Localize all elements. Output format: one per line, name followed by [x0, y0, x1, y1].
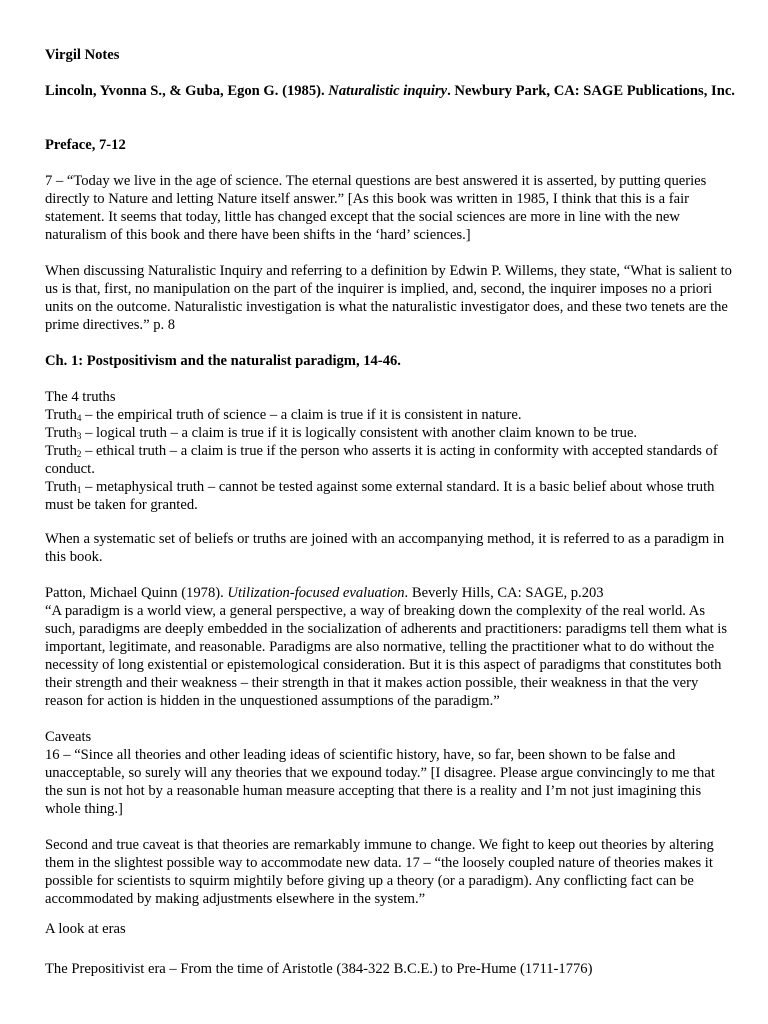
preface-paragraph-2: When discussing Naturalistic Inquiry and referring to a definition by Edwin P. Willems, they state, “What is salient to us is that, first, no manipulation on the part of the inquirer is implied, and, second, the inquirer imposes no a priori units on the outcome. Naturalistic investigation is what the naturalistic investigator does, and these two tenets are the prime directives.” p. 8 [45, 263, 732, 333]
truth-item: Truth$_1$ – metaphysical truth – cannot be tested against some external standard. It is a basic belief about whose truth must be taken for granted. [45, 479, 715, 513]
eras-heading: A look at eras [45, 921, 126, 937]
prepositivist-era: The Prepositivist era – From the time of Aristotle (384-322 B.C.E.) to Pre-Hume (1711-1776) [45, 961, 593, 977]
citation-book-title: Naturalistic inquiry [328, 83, 448, 99]
preface-heading: Preface, 7-12 [45, 137, 126, 153]
paradigm-paragraph: When a systematic set of beliefs or truths are joined with an accompanying method, it is referred to as a paradigm in this book. [45, 531, 725, 565]
chapter-1-heading: Ch. 1: Postpositivism and the naturalist paradigm, 14-46. [45, 353, 401, 369]
truth-item: Truth$_3$ – logical truth – a claim is true if it is logically consistent with another claim known to be true. [45, 425, 638, 441]
truths-heading: The 4 truths [45, 389, 116, 405]
book-citation [45, 82, 735, 100]
citation-authors: Lincoln, Yvonna S., & Guba, Egon G. (1985). [45, 83, 329, 99]
truth-item: Truth$_4$ – the empirical truth of science – a claim is true if it is consistent in nature. [45, 407, 522, 423]
preface-paragraph-1: 7 – “Today we live in the age of science. The eternal questions are best answered it is asserted, by putting queries directly to Nature and letting Nature itself answer.” [As this book was written in 1985, I think that this is a fair statement. It seems that today, little has changed except that the social sciences are more in line with the new naturalism of this book and there have been shifts in the ‘hard’ sciences.] [45, 173, 707, 243]
patton-book-title: Utilization-focused evaluation [227, 585, 405, 601]
patton-citation: Patton, Michael Quinn (1978). Utilization-focused evaluation. Beverly Hills, CA: SAGE, p.203 [45, 585, 604, 601]
citation-publisher: . Newbury Park, CA: SAGE Publications, Inc. [447, 83, 735, 99]
truth-item: Truth$_2$ – ethical truth – a claim is true if the person who asserts it is acting in conformity with accepted standards of conduct. [45, 443, 718, 477]
caveats-heading: Caveats [45, 729, 92, 745]
patton-section [45, 584, 735, 710]
caveats-section [45, 728, 735, 818]
document-title: Virgil Notes [45, 47, 120, 63]
truths-list [45, 388, 735, 514]
caveat-paragraph-1: 16 – “Since all theories and other leading ideas of scientific history, have, so far, been shown to be false and unacceptable, so surely will any theories that we expound today.” [I disagree. Please argue convincingly to me that the sun is not hot by a reasonable human measure accepting that there is a reality and I’m not just imagining this whole thing.] [45, 747, 715, 817]
patton-quote: “A paradigm is a world view, a general perspective, a way of breaking down the complexity of the real world. As such, paradigms are deeply embedded in the socialization of adherents and practitioners: paradigms tell them what is important, legitimate, and reasonable. Paradigms are also normative, telling the practitioner what to do without the necessity of long existential or epistemological consideration. But it is this aspect of paradigms that constitutes both their strength and their weakness – their strength in that it makes action possible, their weakness in that the very reason for action is hidden in the unquestioned assumptions of the paradigm.” [45, 603, 728, 709]
caveat-paragraph-2: Second and true caveat is that theories are remarkably immune to change. We fight to keep out theories by altering them in the slightest possible way to accommodate new data. 17 – “the loosely coupled nature of theories makes it possible for scientists to squirm mightily before giving up a theory (or a paradigm). Any conflicting fact can be accommodated by making adjustments elsewhere in the system.” [45, 837, 714, 907]
